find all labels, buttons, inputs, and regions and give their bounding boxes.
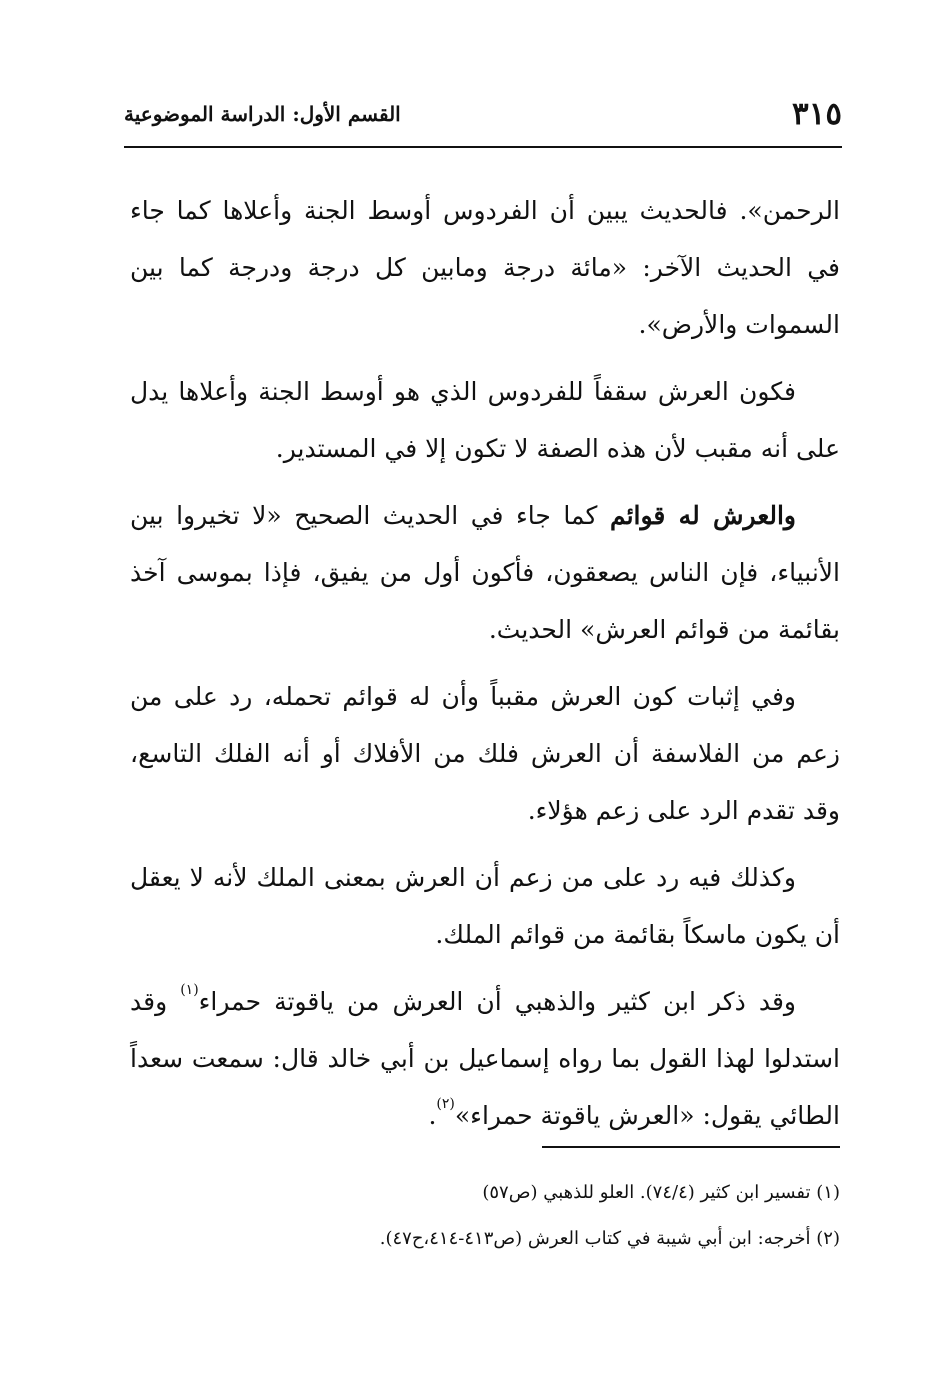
paragraph-6-text-b: وقد استدلوا لهذا القول بما رواه إسماعيل بن أبي خالد قال: سمعت سعداً الطائي يقول: «العرش ياقوتة حمراء» (130, 987, 840, 1130)
paragraph-3 (130, 487, 840, 658)
footnotes (130, 1170, 840, 1262)
main-text (130, 182, 840, 1154)
footnote-rule (542, 1146, 840, 1148)
paragraph-6-text-a: وقد ذكر ابن كثير والذهبي أن العرش من ياقوتة حمراء (198, 987, 797, 1016)
paragraph-1: الرحمن». فالحديث يبين أن الفردوس أوسط الجنة وأعلاها كما جاء في الحديث الآخر: «مائة درجة ومابين كل درجة ودرجة كما بين السموات والأرض». (130, 196, 840, 339)
paragraph-6-end: . (428, 1101, 437, 1130)
footnote-1: (١) تفسير ابن كثير (٧٤/٤). العلو للذهبي (ص٥٧) (482, 1182, 840, 1203)
page-number: ٣١٥ (792, 96, 842, 132)
paragraph-6 (130, 973, 840, 1144)
bold-phrase: والعرش له قوائم (609, 501, 797, 530)
paragraph-2: فكون العرش سقفاً للفردوس الذي هو أوسط الجنة وأعلاها يدل على أنه مقبب لأن هذه الصفة لا تكون إلا في المستدير. (130, 377, 840, 463)
footnote-ref-2[interactable]: (٢) (436, 1096, 455, 1112)
header-rule (124, 146, 842, 148)
page-header (124, 92, 842, 136)
running-title: القسم الأول: الدراسة الموضوعية (124, 102, 401, 126)
paragraph-3-text: كما جاء في الحديث الصحيح «لا تخيروا بين الأنبياء، فإن الناس يصعقون، فأكون أول من يفيق، فإذا بموسى آخذ بقائمة من قوائم العرش» الحديث. (130, 501, 840, 644)
footnote-ref-1[interactable]: (١) (180, 982, 199, 998)
paragraph-4: وفي إثبات كون العرش مقبباً وأن له قوائم تحمله، رد على من زعم من الفلاسفة أن العرش فلك من الأفلاك أو أنه الفلك التاسع، وقد تقدم الرد على زعم هؤلاء. (130, 682, 840, 825)
paragraph-5: وكذلك فيه رد على من زعم أن العرش بمعنى الملك لأنه لا يعقل أن يكون ماسكاً بقائمة من قوائم الملك. (130, 863, 840, 949)
footnote-2: (٢) أخرجه: ابن أبي شيبة في كتاب العرش (ص٤١٣-٤١٤،ح٤٧). (379, 1228, 840, 1249)
